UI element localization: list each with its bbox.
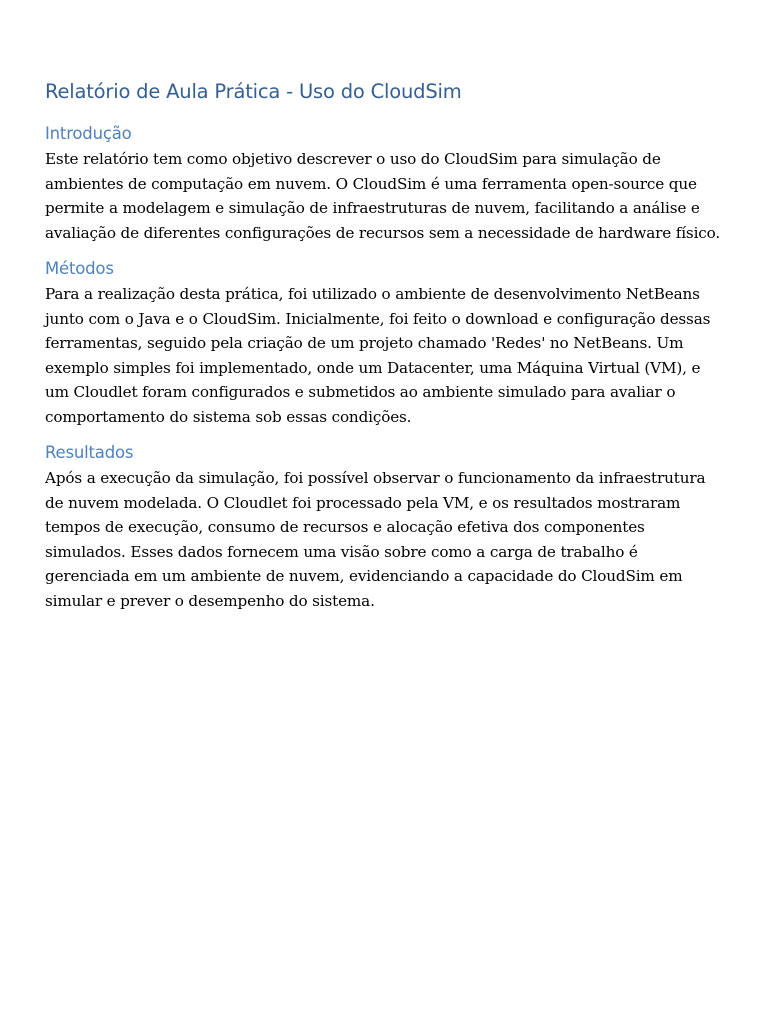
section-heading-metodos: Métodos — [45, 259, 114, 278]
section-resultados — [45, 441, 725, 613]
section-metodos — [45, 257, 725, 429]
document-title: Relatório de Aula Prática - Uso do CloudSim — [45, 80, 462, 103]
section-introducao — [45, 122, 725, 245]
section-body-introducao: Este relatório tem como objetivo descrever o uso do CloudSim para simulação de ambientes de computação em nuvem. O CloudSim é uma ferramenta open-source que permite a modelagem e simulação de infraestruturas de nuvem, facilitando a análise e avaliação de diferentes configurações de recursos sem a necessidade de hardware físico. — [45, 150, 721, 242]
section-heading-introducao: Introdução — [45, 124, 132, 143]
section-body-resultados: Após a execução da simulação, foi possível observar o funcionamento da infraestrutura de nuvem modelada. O Cloudlet foi processado pela VM, e os resultados mostraram tempos de execução, consumo de recursos e alocação efetiva dos componentes simulados. Esses dados fornecem uma visão sobre como a carga de trabalho é gerenciada em um ambiente de nuvem, evidenciando a capacidade do CloudSim em simular e prever o desempenho do sistema. — [45, 469, 706, 610]
section-heading-resultados: Resultados — [45, 443, 134, 462]
document-page — [45, 78, 725, 625]
section-body-metodos: Para a realização desta prática, foi utilizado o ambiente de desenvolvimento NetBeans junto com o Java e o CloudSim. Inicialmente, foi feito o download e configuração dessas ferramentas, seguido pela criação de um projeto chamado 'Redes' no NetBeans. Um exemplo simples foi implementado, onde um Datacenter, uma Máquina Virtual (VM), e um Cloudlet foram configurados e submetidos ao ambiente simulado para avaliar o comportamento do sistema sob essas condições. — [45, 285, 711, 426]
